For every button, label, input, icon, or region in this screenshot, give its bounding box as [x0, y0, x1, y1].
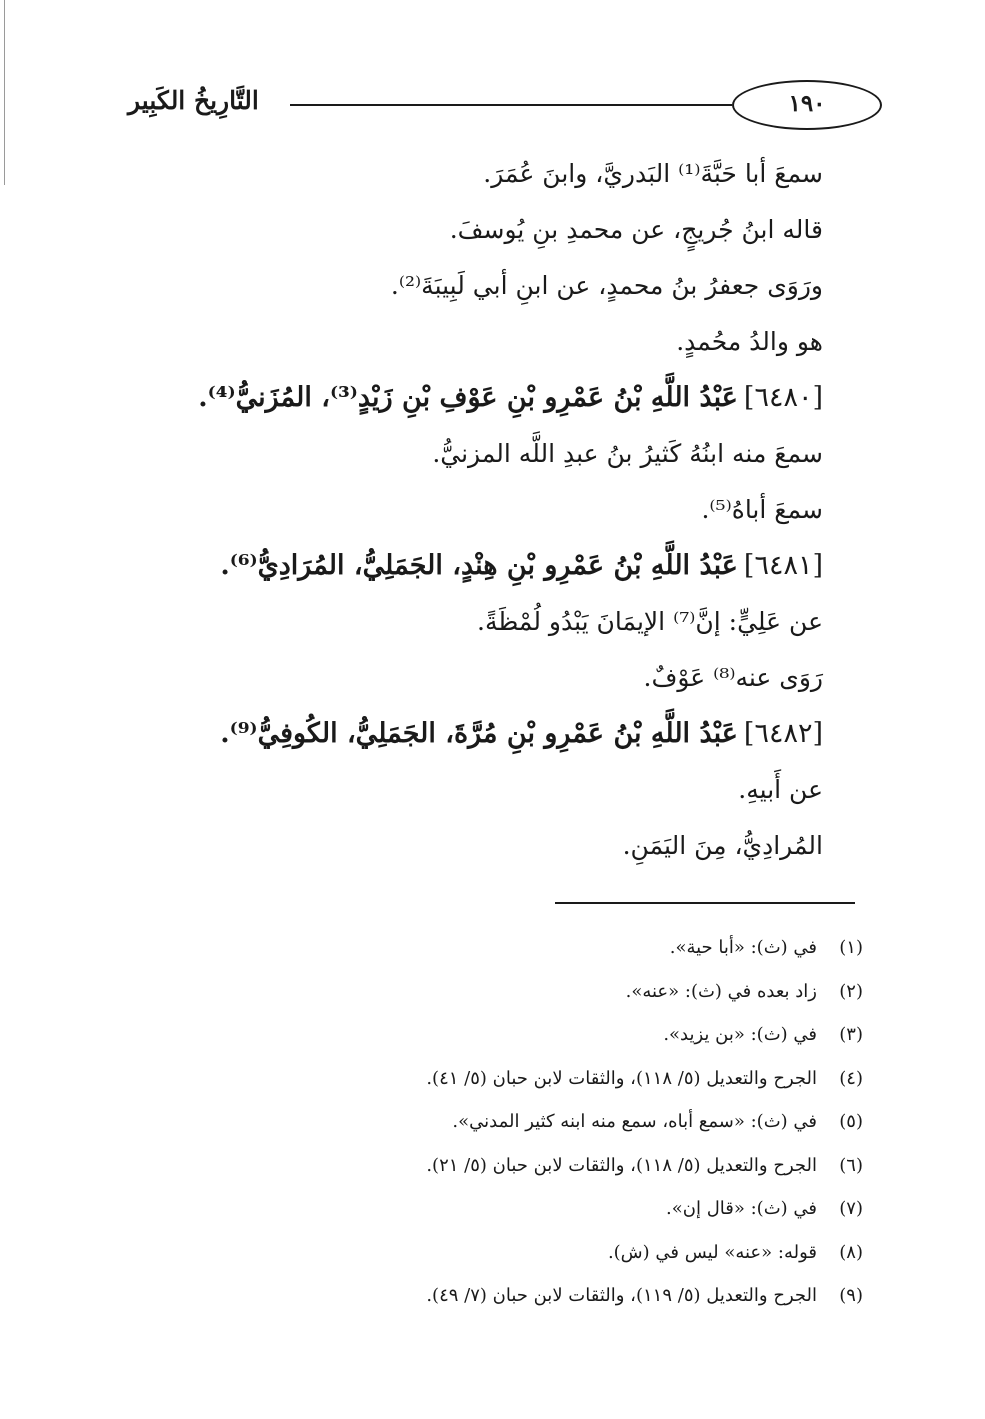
footnote-number: (٢) — [839, 980, 863, 1002]
text-line: هو والدُ محُمدٍ. — [676, 327, 823, 356]
footnote — [320, 1189, 863, 1233]
entry-heading — [220, 540, 823, 596]
text-line: سمعَ منه ابنُهُ كَثيرُ بنُ عبدِ اللَّه المزنيُّ. — [432, 439, 823, 468]
footnote — [320, 1102, 863, 1146]
footnote-number: (٣) — [839, 1024, 863, 1045]
footnote — [320, 972, 863, 1016]
page-number-badge: ١٩٠ — [732, 80, 882, 130]
header-rule — [290, 104, 732, 106]
footnote-separator — [555, 902, 855, 904]
entry-number: [٦٤٨٠] — [743, 382, 823, 413]
page-edge-line — [4, 0, 5, 185]
text-line: رَوَى عنه⁽⁸⁾ عَوْفٌ. — [643, 663, 823, 692]
text-line: سمعَ أباهُ⁽⁵⁾. — [701, 495, 823, 524]
entry-number: [٦٤٨١] — [743, 550, 823, 581]
entry-name: عَبْدُ اللَّهِ بْنُ عَمْرِو بْنِ هِنْدٍ، الجَمَلِيُّ، المُرَادِيُّ⁽⁶⁾. — [220, 550, 738, 581]
entry-heading — [198, 372, 823, 428]
footnote — [320, 1233, 863, 1277]
footnote — [320, 1276, 863, 1320]
footnote-text: الجرح والتعديل (٥/ ١١٨)، والثقات لابن حبان (٥/ ٢١). — [426, 1154, 817, 1176]
footnote-number: (٩) — [839, 1285, 863, 1306]
footnote-number: (٥) — [839, 1111, 863, 1132]
text-line: ورَوَى جعفرُ بنُ محمدٍ، عن ابنِ أبي لَبِيبَةَ⁽²⁾. — [390, 271, 823, 300]
footnote — [320, 1015, 863, 1059]
entry-name: عَبْدُ اللَّهِ بْنُ عَمْرِو بْنِ مُرَّةَ، الجَمَلِيُّ، الكُوفِيُّ⁽⁹⁾. — [220, 718, 738, 749]
footnote-number: (٨) — [839, 1241, 863, 1263]
footnote-number: (١) — [839, 937, 863, 958]
text-line: عن أَبيهِ. — [738, 775, 823, 804]
running-header — [128, 80, 882, 136]
entry-heading — [220, 708, 823, 764]
text-line: قاله ابنُ جُريجٍ، عن محمدِ بنِ يُوسفَ. — [449, 215, 823, 244]
footnote-text: زاد بعده في (ث): «عنه». — [625, 980, 817, 1002]
footnote — [320, 928, 863, 972]
text-line: عن عَلِيٍّ: إنَّ⁽⁷⁾ الإيمَانَ يَبْدُو لُمْظَةً. — [477, 607, 823, 636]
footnote — [320, 1146, 863, 1190]
footnote-text: في (ث): «بن يزيد». — [663, 1024, 817, 1045]
footnote-text: في (ث): «سمع أباه، سمع منه ابنه كثير المدني». — [452, 1111, 817, 1132]
footnote-text: في (ث): «أبا حية». — [669, 937, 817, 958]
footnote-number: (٦) — [839, 1154, 863, 1176]
footnote-number: (٧) — [839, 1198, 863, 1219]
entry-number: [٦٤٨٢] — [743, 718, 823, 749]
footnote-number: (٤) — [839, 1067, 863, 1089]
footnotes — [320, 928, 863, 1320]
footnote-text: قوله: «عنه» ليس في (ش). — [607, 1241, 817, 1263]
text-line: سمعَ أبا حَبَّةَ⁽¹⁾ البَدريَّ، وابنَ عُمَرَ. — [483, 159, 823, 188]
footnote-text: الجرح والتعديل (٥/ ١١٨)، والثقات لابن حبان (٥/ ٤١). — [426, 1067, 817, 1089]
footnote — [320, 1059, 863, 1103]
main-text — [198, 148, 823, 876]
footnote-text: الجرح والتعديل (٥/ ١١٩)، والثقات لابن حبان (٧/ ٤٩). — [426, 1285, 817, 1306]
text-line: المُرادِيُّ، مِنَ اليَمَنِ. — [622, 831, 823, 860]
footnote-text: في (ث): «قال إن». — [666, 1198, 817, 1219]
book-title: التَّارِيخُ الكَبِير — [128, 86, 259, 115]
entry-name: عَبْدُ اللَّهِ بْنُ عَمْرِو بْنِ عَوْفِ بْنِ زَيْدٍ⁽³⁾، المُزَنيُّ⁽⁴⁾. — [198, 382, 738, 413]
